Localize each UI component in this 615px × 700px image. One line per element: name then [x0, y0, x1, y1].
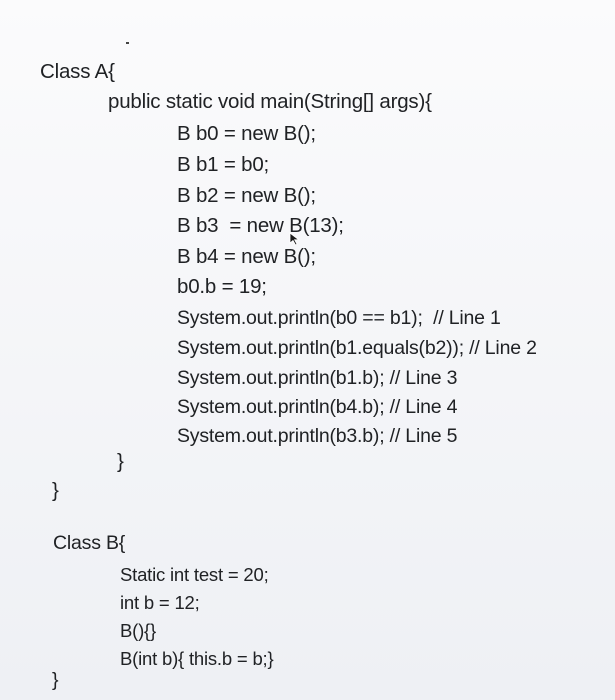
class-b-header: Class B{ [53, 532, 126, 554]
class-a-header: Class A{ [40, 60, 115, 83]
code-line: System.out.println(b4.b); // Line 4 [177, 396, 458, 418]
code-line: B b2 = new B(); [177, 184, 316, 207]
code-line: System.out.println(b1.b); // Line 3 [177, 367, 458, 389]
code-line: int b = 12; [120, 592, 200, 613]
code-line: B b3 = new B(13); [177, 214, 344, 237]
code-line: B(int b){ this.b = b;} [120, 648, 274, 669]
code-line: B b1 = b0; [177, 153, 270, 176]
code-line: System.out.println(b1.equals(b2)); // Line 2 [177, 337, 537, 359]
mouse-cursor-icon [289, 232, 301, 246]
class-a-close-brace: } [52, 479, 59, 502]
code-line: B(){} [120, 620, 157, 641]
code-line: System.out.println(b0 == b1); // Line 1 [177, 307, 501, 329]
code-line: b0.b = 19; [177, 275, 267, 298]
main-method-close-brace: } [117, 450, 124, 473]
stray-mark [126, 42, 129, 44]
code-line: Static int test = 20; [120, 564, 269, 585]
code-line: B b4 = new B(); [177, 245, 316, 268]
main-method-signature: public static void main(String[] args){ [108, 90, 432, 113]
class-b-close-brace: } [52, 669, 59, 691]
code-line: B b0 = new B(); [177, 122, 316, 145]
code-line: System.out.println(b3.b); // Line 5 [177, 425, 458, 447]
